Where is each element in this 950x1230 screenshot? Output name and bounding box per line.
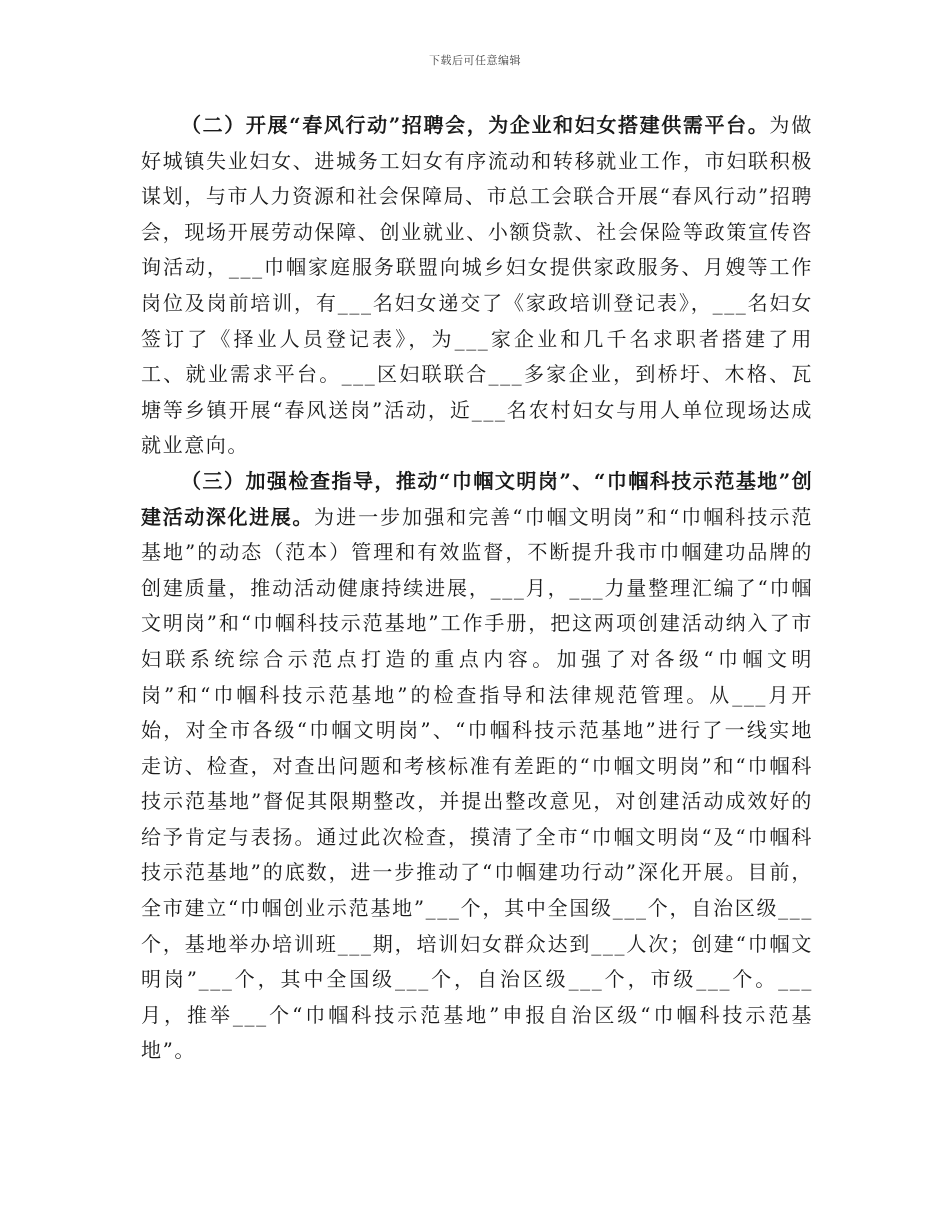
section-heading-3: （三）加强检查指导，推动“巾帼文明岗”、“巾帼科技示范基地”创建活动深化进展。 [141,468,813,529]
section-heading-2: （二）开展“春风行动”招聘会，为企业和妇女搭建供需平台。 [181,113,770,137]
page-header: 下载后可任意编辑 [429,54,521,67]
paragraph-body-2: 为做好城镇失业妇女、进城务工妇女有序流动和转移就业工作，市妇联积极谋划，与市人力资源和社会保障局、市总工会联合开展“春风行动”招聘会，现场开展劳动保障、创业就业、小额贷款、社会保险等政策宣传咨询活动，___巾帼家庭服务联盟向城乡妇女提供家政服务、月嫂等工作岗位及岗前培训，有___名妇女递交了《家政培训登记表》，___名妇女签订了《择业人员登记表》，为___家企业和几千名求职者搭建了用工、就业需求平台。___区妇联联合___多家企业，到桥圩、木格、瓦塘等乡镇开展“春风送岗”活动，近___名农村妇女与用人单位现场达成就业意向。 [141,113,813,458]
paragraph-spring-breeze-action [141,108,813,464]
document-body [141,108,813,1069]
paragraph-inspection-guidance [141,464,813,1069]
paragraph-body-3: 为进一步加强和完善“巾帼文明岗”和“巾帼科技示范基地”的动态（范本）管理和有效监督，不断提升我市巾帼建功品牌的创建质量，推动活动健康持续进展，___月，___力量整理汇编了“巾帼文明岗”和“巾帼科技示范基地”工作手册，把这两项创建活动纳入了市妇联系统综合示范点打造的重点内容。加强了对各级“巾帼文明岗”和“巾帼科技示范基地”的检查指导和法律规范管理。从___月开始，对全市各级“巾帼文明岗”、“巾帼科技示范基地”进行了一线实地走访、检查，对查出问题和考核标准有差距的“巾帼文明岗”和“巾帼科技示范基地”督促其限期整改，并提出整改意见，对创建活动成效好的给予肯定与表扬。通过此次检查，摸清了全市“巾帼文明岗“及“巾帼科技示范基地”的底数，进一步推动了“巾帼建功行动”深化开展。目前，全市建立“巾帼创业示范基地”___个，其中全国级___个，自治区级___个，基地举办培训班___期，培训妇女群众达到___人次；创建“巾帼文明岗”___个，其中全国级___个，自治区级___个，市级___个。___月，推举___个“巾帼科技示范基地”申报自治区级“巾帼科技示范基地”。 [141,504,813,1063]
